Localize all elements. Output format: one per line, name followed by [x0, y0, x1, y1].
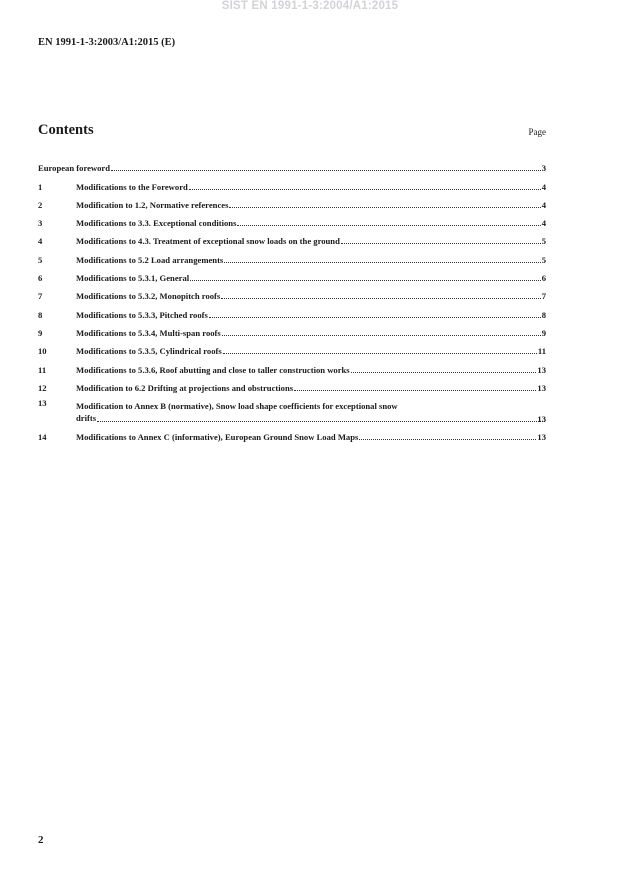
toc-entry-page: 13 [537, 413, 546, 424]
toc-entry-title: Modifications to 5.3.3, Pitched roofs [76, 309, 208, 320]
toc-entry-number: 9 [38, 327, 43, 338]
toc-entry-page: 11 [537, 346, 546, 357]
toc-entry-title: Modification to 6.2 Drifting at projections and obstructions [76, 382, 294, 393]
toc-entry[interactable] [38, 320, 546, 338]
toc-entry-page: 6 [541, 273, 546, 284]
toc-entry-title: Modifications to 5.3.4, Multi-span roofs [76, 327, 221, 338]
toc-entry-number: 5 [38, 254, 43, 265]
toc-entry-title: European foreword [38, 163, 111, 174]
toc-entry-title-line: drifts [76, 412, 97, 423]
dot-leader [294, 390, 536, 391]
toc-entry-page: 7 [541, 291, 546, 302]
contents-heading: Contents [38, 122, 94, 138]
toc-entry-number: 4 [38, 236, 43, 247]
toc-entry[interactable] [38, 192, 546, 210]
toc-entry-title: Modifications to Annex C (informative), European Ground Snow Load Maps [76, 432, 359, 443]
toc-entry-title: Modifications to 5.2 Load arrangements [76, 254, 224, 265]
dot-leader [189, 189, 541, 190]
toc-entry-number: 7 [38, 291, 43, 302]
dot-leader [341, 243, 541, 244]
dot-leader [222, 335, 541, 336]
table-of-contents [38, 155, 546, 442]
toc-entry-title: Modification to 1.2, Normative references [76, 199, 229, 210]
toc-entry[interactable] [38, 393, 546, 424]
toc-entry-title: Modifications to 3.3. Exceptional conditions [76, 218, 237, 229]
toc-entry[interactable] [38, 338, 546, 356]
toc-entry[interactable] [38, 265, 546, 283]
toc-entry[interactable] [38, 246, 546, 264]
toc-entry[interactable] [38, 173, 546, 191]
toc-entry-page: 3 [541, 163, 546, 174]
toc-entry-title: Modifications to 4.3. Treatment of exceptional snow loads on the ground [76, 236, 340, 247]
toc-entry-page: 4 [541, 199, 546, 210]
toc-entry-page: 13 [537, 364, 546, 375]
toc-entry-title-line: Modification to Annex B (normative), Snow load shape coefficients for exceptional snow [76, 400, 398, 411]
page-number: 2 [38, 834, 44, 846]
dot-leader [209, 317, 541, 318]
document-id: EN 1991-1-3:2003/A1:2015 (E) [38, 37, 176, 48]
dot-leader [237, 225, 540, 226]
dot-leader [224, 262, 540, 263]
toc-entry-title: Modifications to the Foreword [76, 181, 188, 192]
toc-entry-number: 1 [38, 181, 43, 192]
toc-entry-page: 5 [541, 236, 546, 247]
toc-entry[interactable] [38, 424, 546, 442]
toc-entry[interactable] [38, 210, 546, 228]
dot-leader [221, 298, 540, 299]
dot-leader [359, 439, 536, 440]
toc-entry-foreword[interactable] [38, 155, 546, 173]
toc-entry-title: Modifications to 5.3.1, General [76, 273, 190, 284]
toc-entry-page: 4 [541, 181, 546, 192]
toc-entry-number: 2 [38, 199, 43, 210]
dot-leader [223, 353, 537, 354]
dot-leader [190, 280, 541, 281]
toc-entry-number: 13 [38, 397, 47, 408]
dot-leader [229, 207, 540, 208]
toc-entry[interactable] [38, 375, 546, 393]
toc-entry-number: 12 [38, 382, 47, 393]
toc-entry-title [76, 400, 506, 424]
toc-entry-number: 11 [38, 364, 47, 375]
toc-entry-page: 4 [541, 218, 546, 229]
toc-entry-page: 8 [541, 309, 546, 320]
toc-entry[interactable] [38, 283, 546, 301]
toc-entry-page: 5 [541, 254, 546, 265]
watermark: SIST EN 1991-1-3:2004/A1:2015 [221, 0, 399, 12]
toc-entry[interactable] [38, 356, 546, 374]
toc-entry-number: 14 [38, 432, 47, 443]
dot-leader [97, 421, 545, 422]
toc-entry-title: Modifications to 5.3.2, Monopitch roofs [76, 291, 221, 302]
toc-entry-title: Modifications to 5.3.6, Roof abutting and close to taller construction works [76, 364, 350, 375]
dot-leader [351, 372, 537, 373]
toc-entry-number: 6 [38, 273, 43, 284]
toc-entry-page: 9 [541, 327, 546, 338]
toc-entry-page: 13 [537, 382, 546, 393]
toc-entry-page: 13 [537, 432, 546, 443]
toc-entry-number: 3 [38, 218, 43, 229]
toc-entry-number: 8 [38, 309, 43, 320]
dot-leader [111, 170, 541, 171]
toc-entry-title: Modifications to 5.3.5, Cylindrical roofs [76, 346, 222, 357]
toc-entry[interactable] [38, 228, 546, 246]
toc-entry[interactable] [38, 301, 546, 319]
toc-entry-number: 10 [38, 346, 47, 357]
page-column-label: Page [528, 127, 546, 137]
